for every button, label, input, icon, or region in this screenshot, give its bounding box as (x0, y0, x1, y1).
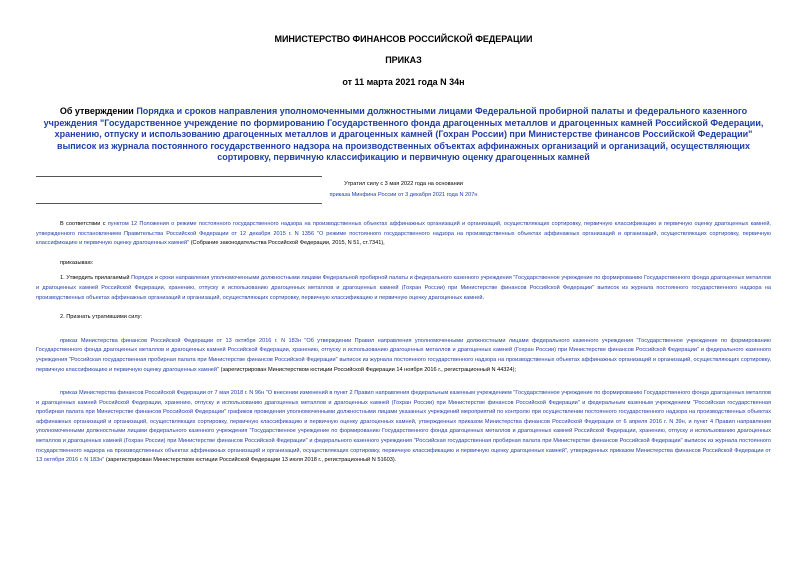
document-title (36, 106, 771, 164)
date-number-heading: от 11 марта 2021 года N 34н (342, 77, 465, 87)
preamble-link[interactable]: пунктом 12 Положения о режиме постоянного государственного надзора на производственных объектах аффинажных организаций и организаций, осуществляющих сортировку, первичную классификацию и первичную оценку драгоценных камней, утвержденного постановлением Правительства Российской Федерации от 12 декабря 2015 г. N 1356 "О режиме постоянного государственного надзора на производственных объектах аффинажных организаций и организаций, осуществляющих сортировку, первичную классификацию и первичную оценку драгоценных камней" (36, 220, 771, 247)
ministry-heading: МИНИСТЕРСТВО ФИНАНСОВ РОССИЙСКОЙ ФЕДЕРАЦИИ (274, 34, 533, 44)
repealed-order-2: приказ Министерства финансов Российской Федерации от 7 мая 2018 г. N 96н "О внесении изменений в пункт 2 Правил направления федеральным казенным учреждением "Государственное учреждение по формированию Государственного фонда драгоценных металлов и драгоценных камней Российской Федерации, хранению, отпуску и использованию драгоценных металлов и драгоценных камней (Гохран России) при Министерстве финансов Российской Федерации" и федеральным казенным учреждением "Российская государственная пробирная палата при Министерстве финансов Российской Федерации" графиков проведения уполномоченными должностными лицами указанных учреждений мероприятий по контролю при осуществлении постоянного государственного надзора на производственных объектах аффинажных организаций и организаций, осуществляющих сортировку, первичную классификацию и первичную оценку драгоценных камней, утвержденных приказом Министерства финансов Российской Федерации от 6 апреля 2016 г. N 39н, и пункт 4 Правил направления уполномоченными должностными лицами федерального казенного учреждения "Государственное учреждение по формированию Государственного фонда драгоценных металлов и драгоценных камней Российской Федерации, хранению, отпуску и использованию драгоценных металлов и драгоценных камней (Гохран России) при Министерстве финансов Российской Федерации" и федерального казенного учреждения "Российская государственная пробирная палата при Министерстве финансов Российской Федерации" выписок из журнала постоянного государственного надзора на производственных объектах аффинажных организаций и организаций, осуществляющих сортировку, первичную классификацию и первичную оценку драгоценных камней", утвержденных приказом Министерства финансов Российской Федерации от 13 октября 2016 г. N 183н" (зарегистрирован Министерством юстиции Российской Федерации 13 июля 2018 г., регистрационный N 51603). (36, 390, 771, 464)
repealed-order-2-link[interactable]: приказ Министерства финансов Российской Федерации от 7 мая 2018 г. N 96н "О внесении изменений в пункт 2 Правил направления федеральным казенным учреждением "Государственное учреждение по формированию Государственного фонда драгоценных металлов и драгоценных камней Российской Федерации, хранению, отпуску и использованию драгоценных металлов и драгоценных камней (Гохран России) при Министерстве финансов Российской Федерации" и федеральным казенным учреждением "Российская государственная пробирная палата при Министерстве финансов Российской Федерации" графиков проведения уполномоченными должностными лицами указанных учреждений мероприятий по контролю при осуществлении постоянного государственного надзора на производственных объектах аффинажных организаций и организаций, осуществляющих сортировку, первичную классификацию и первичную оценку драгоценных камней, утвержденных приказом Министерства финансов Российской Федерации от 6 апреля 2016 г. N 39н, и пункт 4 Правил направления уполномоченными должностными лицами федерального казенного учреждения "Государственное учреждение по формированию Государственного фонда драгоценных металлов и драгоценных камней Российской Федерации, хранению, отпуску и использованию драгоценных металлов и драгоценных камней (Гохран России) при Министерстве финансов Российской Федерации" и федерального казенного учреждения "Российская государственная пробирная палата при Министерстве финансов Российской Федерации" выписок из журнала постоянного государственного надзора на производственных объектах аффинажных организаций и организаций, осуществляющих сортировку, первичную классификацию и первичную оценку драгоценных камней", утвержденных приказом Министерства финансов Российской Федерации от 13 октября 2016 г. N 183н" (36, 390, 771, 464)
doc-type-heading: ПРИКАЗ (385, 55, 422, 65)
order-word: приказываю: (60, 259, 94, 266)
item-1-paragraph: 1. Утвердить прилагаемый Порядок и сроки направления уполномоченными должностными лицами Федеральной пробирной палаты и федерального казенного учреждения "Государственное учреждение по формированию Государственного фонда драгоценных металлов и драгоценных камней Российской Федерации, хранению, отпуску и использованию драгоценных металлов и драгоценных камней (Гохран России) при Министерстве финансов Российской Федерации" выписок из журнала постоянного государственного надзора на производственных объектах аффинажных организаций и организаций, осуществляющих сортировку, первичную классификацию и первичную оценку драгоценных камней. (36, 275, 771, 301)
annulment-link[interactable]: приказа Минфина России от 3 декабря 2021 года N 207н (329, 191, 478, 198)
item-1-link[interactable]: Порядок и сроки направления уполномоченными должностными лицами Федеральной пробирной палаты и федерального казенного учреждения "Государственное учреждение по формированию Государственного фонда драгоценных металлов и драгоценных камней Российской Федерации, хранению, отпуску и использованию драгоценных металлов и драгоценных камней (Гохран России) при Министерстве финансов Российской Федерации" выписок из журнала постоянного государственного надзора на производственных объектах аффинажных организаций и организаций, осуществляющих сортировку, первичную классификацию и первичную оценку драгоценных камней (36, 275, 771, 301)
divider-bottom (36, 203, 322, 204)
annulment-line-1: Утратил силу с 3 мая 2022 года на основании (344, 180, 463, 187)
item-2-heading: 2. Признать утратившими силу: (60, 314, 142, 321)
repealed-order-1: приказ Министерства финансов Российской Федерации от 13 октября 2016 г. N 183н "Об утверждении Правил направления уполномоченными должностными лицами федерального казенного учреждения "Государственное учреждение по формированию Государственного фонда драгоценных металлов и драгоценных камней Российской Федерации, хранению, отпуску и использованию драгоценных металлов и драгоценных камней (Гохран России) при Министерстве финансов Российской Федерации" и федерального казенного учреждения "Российская государственная пробирная палата при Министерстве финансов Российской Федерации" выписок из журнала постоянного государственного надзора на производственных объектах аффинажных организаций и организаций, осуществляющих сортировку, первичную классификацию и первичную оценку драгоценных камней" (зарегистрирован Министерством юстиции Российской Федерации 14 ноября 2016 г., регистрационный N 44324); (36, 337, 771, 373)
title-prefix: Об утверждении (59, 106, 137, 116)
preamble-paragraph: В соответствии с пунктом 12 Положения о режиме постоянного государственного надзора на производственных объектах аффинажных организаций и организаций, осуществляющих сортировку, первичную классификацию и первичную оценку драгоценных камней, утвержденного постановлением Правительства Российской Федерации от 12 декабря 2015 г. N 1356 "О режиме постоянного государственного надзора на производственных объектах аффинажных организаций и организаций, осуществляющих сортировку, первичную классификацию и первичную оценку драгоценных камней" (Собрание законодательства Российской Федерации, 2015, N 51, ст.7341), (36, 220, 771, 247)
annulment-note (36, 190, 771, 201)
divider-top (36, 176, 322, 177)
repealed-order-1-link[interactable]: приказ Министерства финансов Российской Федерации от 13 октября 2016 г. N 183н "Об утверждении Правил направления уполномоченными должностными лицами федерального казенного учреждения "Государственное учреждение по формированию Государственного фонда драгоценных металлов и драгоценных камней Российской Федерации, хранению, отпуску и использованию драгоценных металлов и драгоценных камней (Гохран России) при Министерстве финансов Российской Федерации" и федерального казенного учреждения "Российская государственная пробирная палата при Министерстве финансов Российской Федерации" выписок из журнала постоянного государственного надзора на производственных объектах аффинажных организаций и организаций, осуществляющих сортировку, первичную классификацию и первичную оценку драгоценных камней" (36, 337, 771, 373)
title-link[interactable]: Порядка и сроков направления уполномоченными должностными лицами Федеральной пробирной палаты и федерального казенного учреждения "Государственное учреждение по формированию Государственного фонда драгоценных металлов и драгоценных камней Российской Федерации, хранению, отпуску и использованию драгоценных металлов и драгоценных камней (Гохран России) при Министерстве финансов Российской Федерации" выписок из журнала постоянного государственного надзора на производственных объектах аффинажных организаций и организаций, осуществляющих сортировку, первичную классификацию и первичную оценку драгоценных камней (43, 106, 764, 163)
